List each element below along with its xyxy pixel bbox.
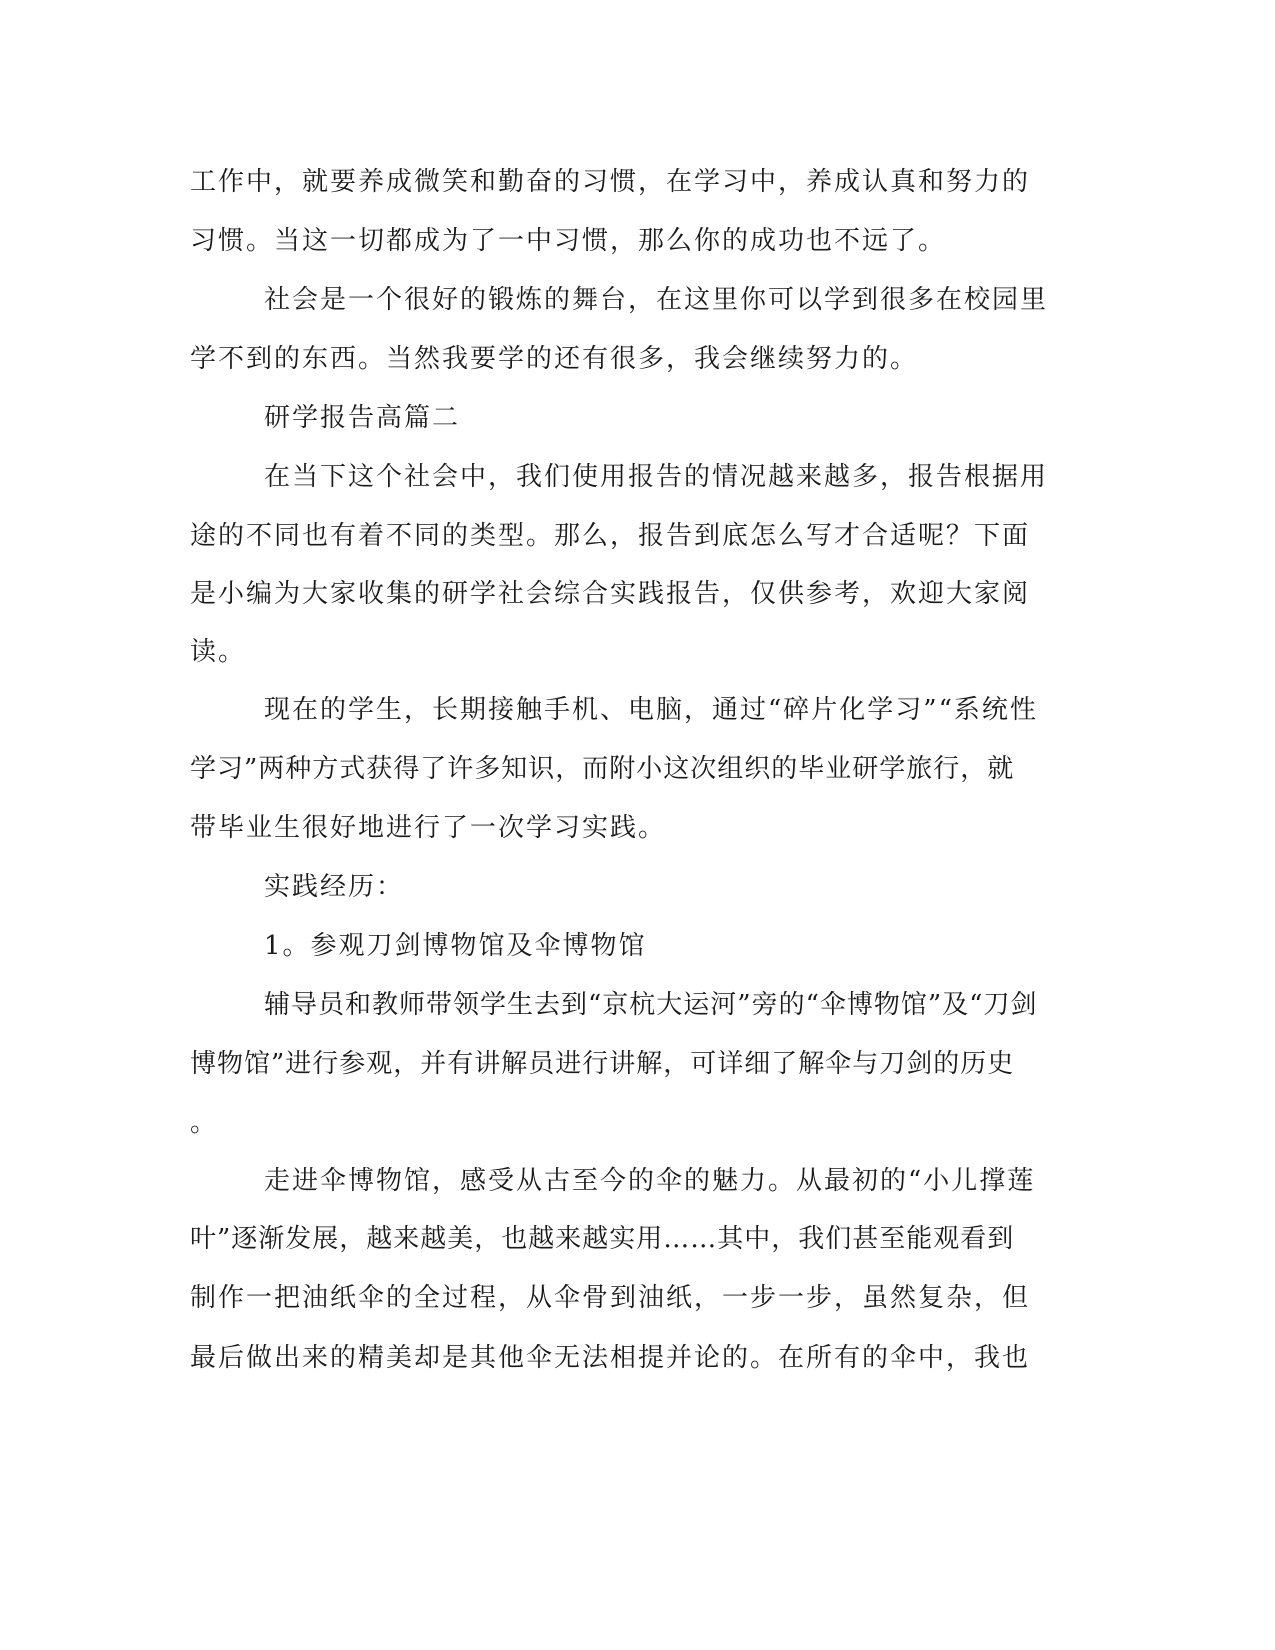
text-line: 现在的学生，长期接触手机、电脑，通过“碎片化学习”“系统性 — [264, 695, 1038, 725]
text-line: 读。 — [190, 637, 247, 667]
section-heading: 研学报告高篇二 — [264, 403, 461, 433]
text-line: 。 — [190, 1108, 219, 1138]
text-line: 工作中，就要养成微笑和勤奋的习惯，在学习中，养成认真和努力的 — [190, 167, 1031, 197]
text-line: 博物馆”进行参观，并有讲解员进行讲解，可详细了解伞与刀剑的历史 — [190, 1049, 1015, 1079]
text-line: 途的不同也有着不同的类型。那么，报告到底怎么写才合适呢？下面 — [190, 521, 1031, 551]
text-line: 最后做出来的精美却是其他伞无法相提并论的。在所有的伞中，我也 — [190, 1343, 1031, 1373]
text-line: 走进伞博物馆，感受从古至今的伞的魅力。从最初的“小儿撑莲 — [264, 1166, 1036, 1196]
text-line: 习惯。当这一切都成为了一中习惯，那么你的成功也不远了。 — [190, 226, 947, 256]
section-label: 实践经历： — [264, 872, 405, 902]
text-line: 是小编为大家收集的研学社会综合实践报告，仅供参考，欢迎大家阅 — [190, 579, 1031, 609]
text-line: 辅导员和教师带领学生去到“京杭大运河”旁的“伞博物馆”及“刀剑 — [264, 990, 1038, 1020]
text-line: 学习”两种方式获得了许多知识，而附小这次组织的毕业研学旅行，就 — [190, 754, 1015, 784]
text-line: 社会是一个很好的锻炼的舞台，在这里你可以学到很多在校园里 — [264, 285, 1049, 315]
text-line: 制作一把油纸伞的全过程，从伞骨到油纸，一步一步，虽然复杂，但 — [190, 1283, 1031, 1313]
text-line: 叶”逐渐发展，越来越美，也越来越实用……其中，我们甚至能观看到 — [190, 1224, 1015, 1254]
text-line: 学不到的东西。当然我要学的还有很多，我会继续努力的。 — [190, 344, 919, 374]
text-line: 带毕业生很好地进行了一次学习实践。 — [190, 813, 667, 843]
list-item-heading: 1。参观刀剑博物馆及伞博物馆 — [264, 931, 647, 961]
text-line: 在当下这个社会中，我们使用报告的情况越来越多，报告根据用 — [264, 462, 1049, 492]
